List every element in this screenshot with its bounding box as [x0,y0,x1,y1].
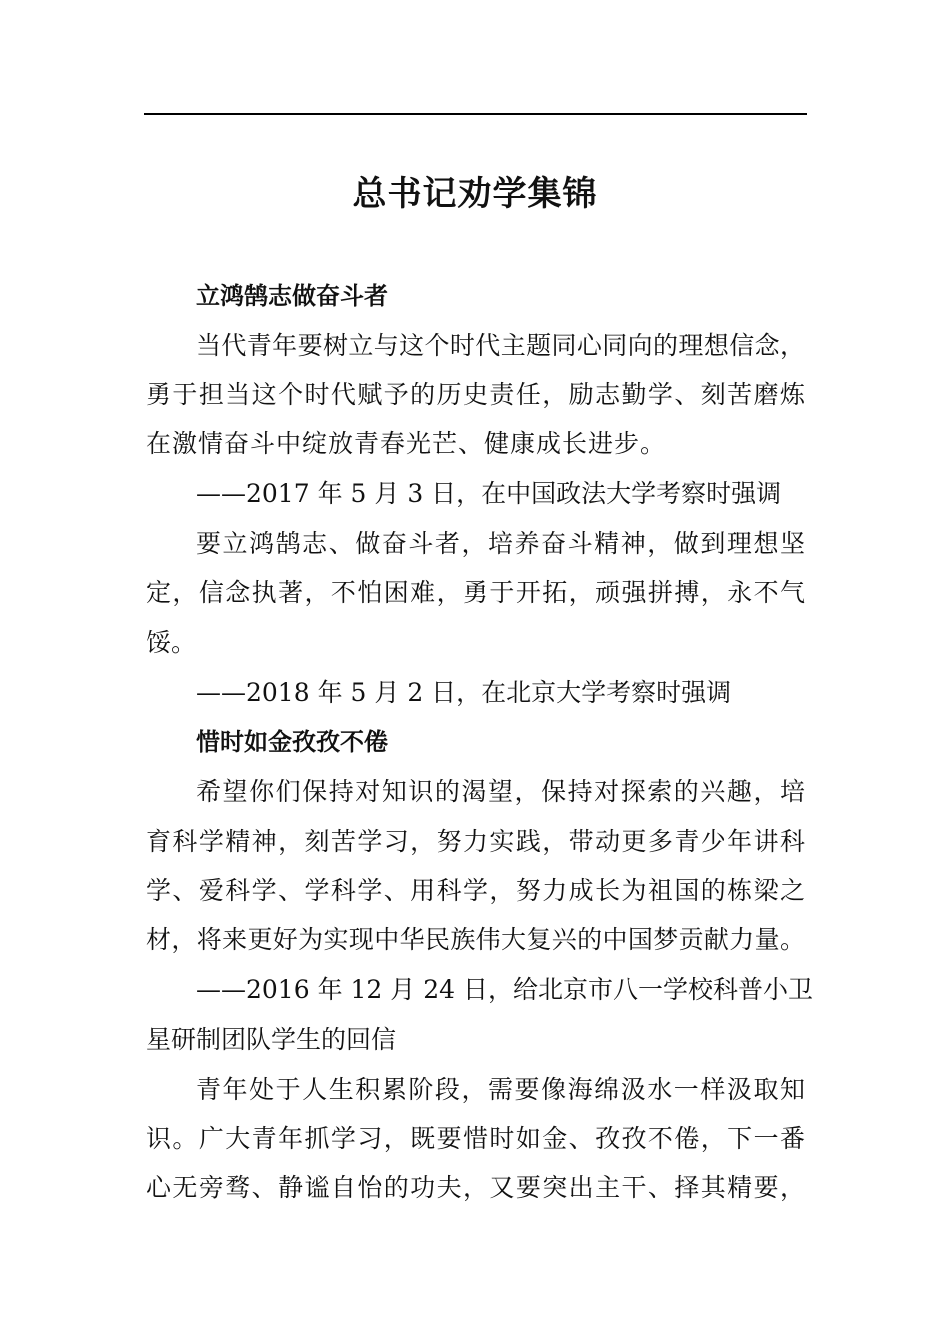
paragraph-line: 识。广大青年抓学习，既要惜时如金、孜孜不倦，下一番 [146,1124,805,1153]
section-heading: 惜时如金孜孜不倦 [196,728,388,756]
paragraph-line: 在激情奋斗中绽放青春光芒、健康成长进步。 [146,429,667,458]
quote-source: ——2016 年 12 月 24 日，给北京市八一学校科普小卫 [196,975,813,1004]
paragraph-line: 材，将来更好为实现中华民族伟大复兴的中国梦贡献力量。 [146,925,805,954]
paragraph-line: 当代青年要树立与这个时代主题同心同向的理想信念， [196,331,805,360]
paragraph-line: 心无旁骛、静谧自怡的功夫，又要突出主干、择其精要， [146,1173,805,1202]
paragraph-line: 希望你们保持对知识的渴望，保持对探索的兴趣，培 [196,777,805,806]
quote-source: 星研制团队学生的回信 [146,1025,397,1054]
paragraph-line: 青年处于人生积累阶段，需要像海绵汲水一样汲取知 [196,1075,805,1104]
section-heading: 立鸿鹄志做奋斗者 [196,282,388,310]
paragraph-line: 要立鸿鹄志、做奋斗者，培养奋斗精神，做到理想坚 [196,529,805,558]
paragraph-line: 定，信念执著，不怕困难，勇于开拓，顽强拼搏，永不气 [146,578,805,607]
paragraph-line: 馁。 [146,628,197,657]
document-title: 总书记劝学集锦 [352,174,598,214]
paragraph-line: 学、爱科学、学科学、用科学，努力成长为祖国的栋梁之 [146,876,805,905]
quote-source: ——2018 年 5 月 2 日，在北京大学考察时强调 [196,678,732,707]
paragraph-line: 勇于担当这个时代赋予的历史责任，励志勤学、刻苦磨炼 [146,380,805,409]
top-rule [144,113,807,115]
paragraph-line: 育科学精神，刻苦学习，努力实践，带动更多青少年讲科 [146,827,805,856]
quote-source: ——2017 年 5 月 3 日，在中国政法大学考察时强调 [196,479,782,508]
